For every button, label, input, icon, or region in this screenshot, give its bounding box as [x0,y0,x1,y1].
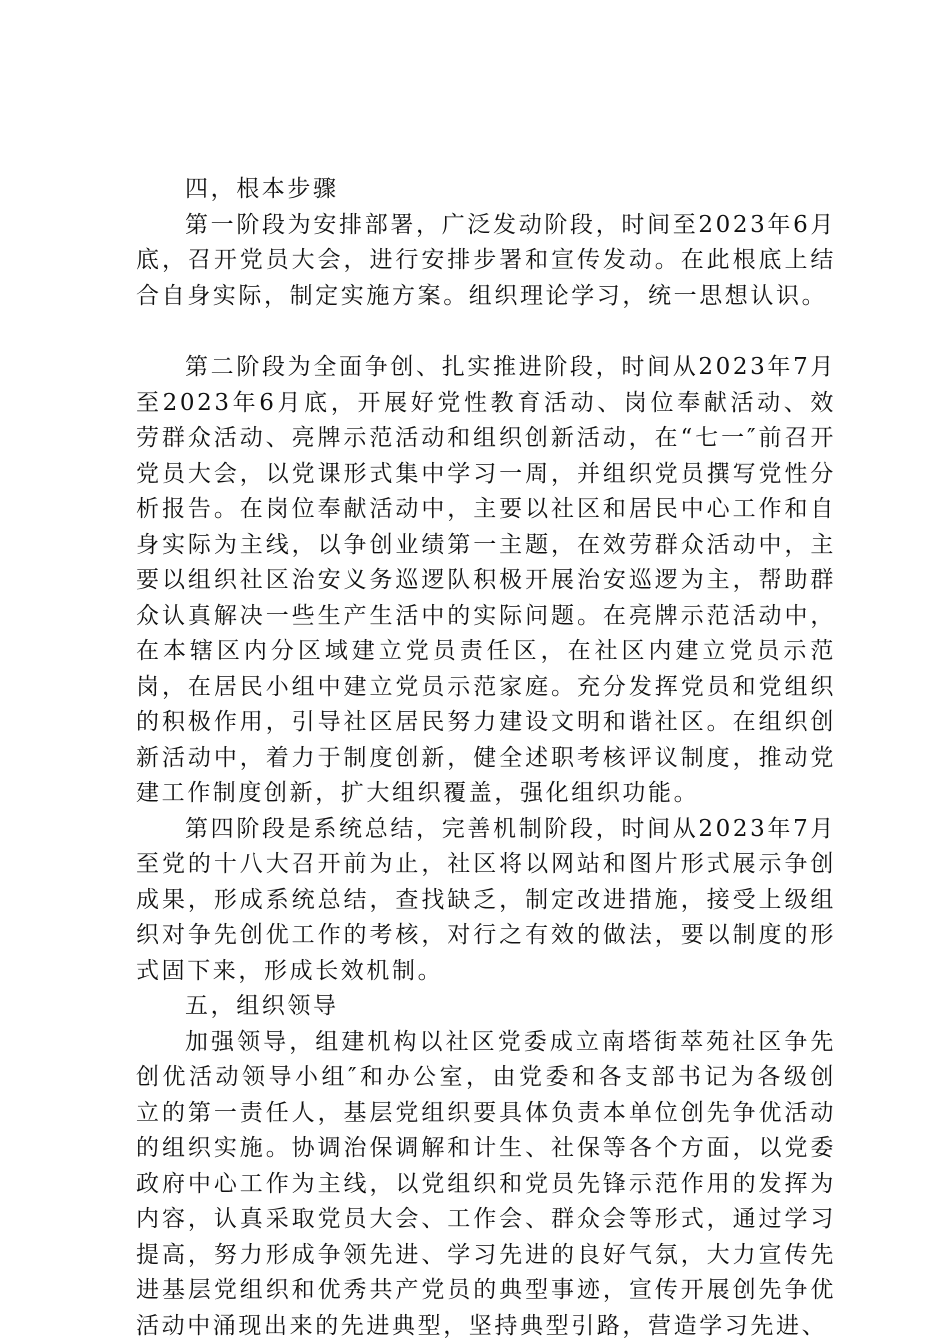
section-heading-steps: 四，根本步骤 [185,176,339,202]
paragraph-phase-four: 第四阶段是系统总结，完善机制阶段，时间从2023年7月至党的十八大召开前为止，社区将以网站和图片形式展示争创成果，形成系统总结，查找缺乏，制定改进措施，接受上级组织对争先创优工作的考核，对行之有效的做法，要以制度的形式固下来，形成长效机制。 [136,815,836,984]
section-heading-leadership: 五，组织领导 [185,993,339,1019]
paragraph-phase-one: 第一阶段为安排部署，广泛发动阶段，时间至2023年6月底，召开党员大会，进行安排步署和宣传发动。在此根底上结合自身实际，制定实施方案。组织理论学习，统一思想认识。 [136,211,836,309]
paragraph-leadership: 加强领导，组建机构以社区党委成立南塔街萃苑社区争先创优活动领导小组″和办公室，由党委和各支部书记为各级创立的第一责任人，基层党组织要具体负责本单位创先争优活动的组织实施。协调治保调解和计生、社保等各个方面，以党委政府中心工作为主线，以党组织和党员先锋示范作用的发挥为内容，认真采取党员大会、工作会、群众会等形式，通过学习提高，努力形成争领先进、学习先进的良好气氛，大力宣传先进基层党组织和优秀共产党员的典型事迹，宣传开展创先争优活动中涌现出来的先进典型，坚持典型引路，营造学习先进、 [136,1028,836,1339]
paragraph-phase-two: 第二阶段为全面争创、扎实推进阶段，时间从2023年7月至2023年6月底，开展好党性教育活动、岗位奉献活动、效劳群众活动、亮牌示范活动和组织创新活动，在“七一″前召开党员大会，以党课形式集中学习一周，并组织党员撰写党性分析报告。在岗位奉献活动中，主要以社区和居民中心工作和自身实际为主线，以争创业绩第一主题，在效劳群众活动中，主要以组织社区治安义务巡逻队积极开展治安巡逻为主，帮助群众认真解决一些生产生活中的实际问题。在亮牌示范活动中，在本辖区内分区域建立党员责任区，在社区内建立党员示范岗，在居民小组中建立党员示范家庭。充分发挥党员和党组织的积极作用，引导社区居民努力建设文明和谐社区。在组织创新活动中，着力于制度创新，健全述职考核评议制度，推动党建工作制度创新，扩大组织覆盖，强化组织功能。 [136,354,836,806]
document-body [136,172,836,1344]
